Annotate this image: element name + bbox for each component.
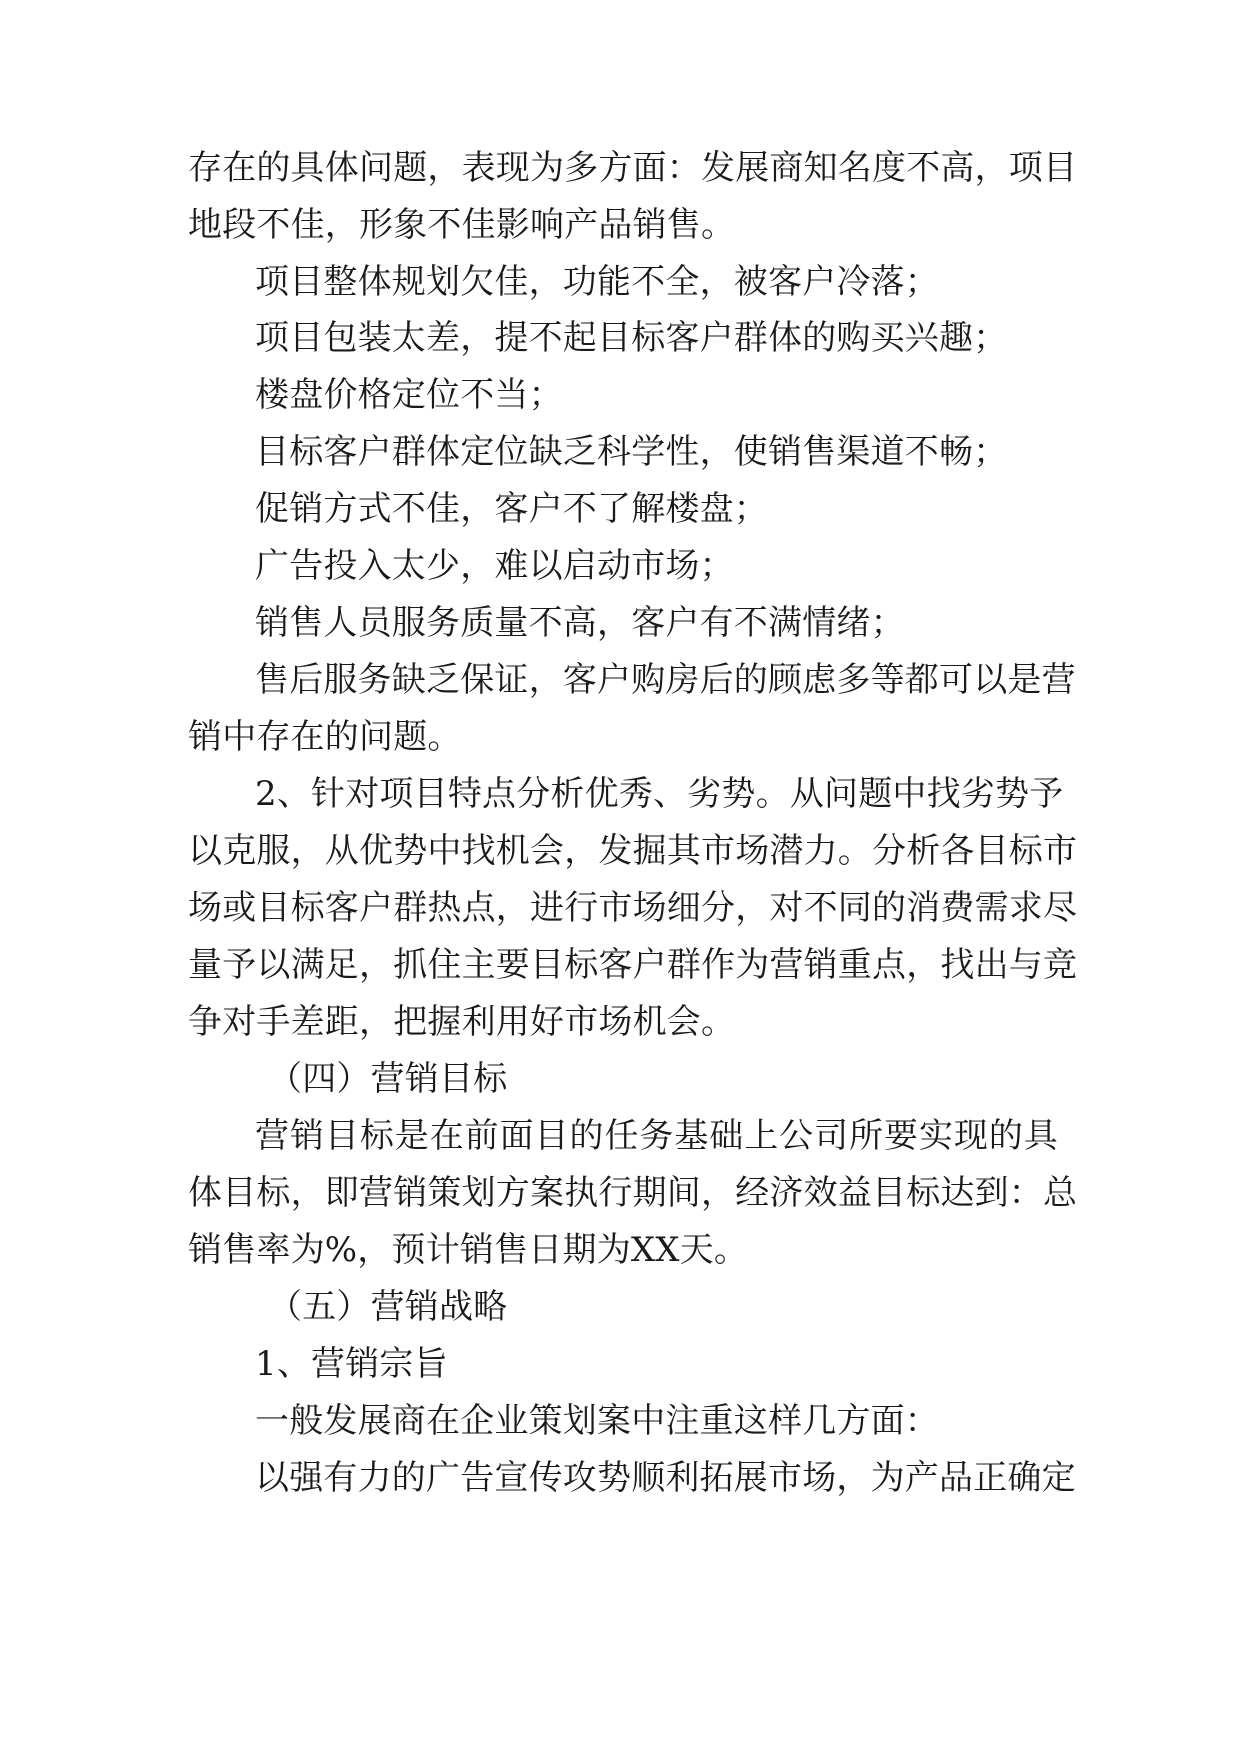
paragraph-line: 体目标，即营销策划方案执行期间，经济效益目标达到：总 xyxy=(188,1173,1078,1213)
list-item-line: 促销方式不佳，客户不了解楼盘； xyxy=(255,489,768,529)
paragraph-line: 销售率为%，预计销售日期为XX天。 xyxy=(188,1230,749,1270)
paragraph-line: 量予以满足，抓住主要目标客户群作为营销重点，找出与竞 xyxy=(188,945,1078,985)
paragraph-line: 2、针对项目特点分析优秀、劣势。从问题中找劣势予 xyxy=(255,774,1064,814)
paragraph-line: 营销目标是在前面目的任务基础上公司所要实现的具 xyxy=(255,1116,1058,1156)
subsection-heading: 1、营销宗旨 xyxy=(255,1344,448,1384)
list-item-line: 项目包装太差，提不起目标客户群体的购买兴趣； xyxy=(255,318,1008,358)
list-item-line: 销售人员服务质量不高，客户有不满情绪； xyxy=(255,603,905,643)
list-item-line: 目标客户群体定位缺乏科学性，使销售渠道不畅； xyxy=(255,432,1008,472)
list-item-line: 楼盘价格定位不当； xyxy=(255,375,563,415)
list-item-line: 售后服务缺乏保证，客户购房后的顾虑多等都可以是营 xyxy=(255,660,1076,700)
paragraph-line: 地段不佳，形象不佳影响产品销售。 xyxy=(188,205,736,245)
list-item-line: 广告投入太少，难以启动市场； xyxy=(255,546,734,586)
paragraph-line: 销中存在的问题。 xyxy=(188,717,462,757)
paragraph-line: 一般发展商在企业策划案中注重这样几方面： xyxy=(255,1401,939,1441)
paragraph-line: 以克服，从优势中找机会，发掘其市场潜力。分析各目标市 xyxy=(188,831,1078,871)
paragraph-line: 场或目标客户群热点，进行市场细分，对不同的消费需求尽 xyxy=(188,888,1078,928)
paragraph-line: 存在的具体问题，表现为多方面：发展商知名度不高，项目 xyxy=(188,148,1078,188)
paragraph-line: 以强有力的广告宣传攻势顺利拓展市场，为产品正确定 xyxy=(255,1458,1076,1498)
list-item-line: 项目整体规划欠佳，功能不全，被客户冷落； xyxy=(255,262,939,302)
section-heading: （五）营销战略 xyxy=(268,1287,508,1327)
section-heading: （四）营销目标 xyxy=(268,1059,508,1099)
paragraph-line: 争对手差距，把握利用好市场机会。 xyxy=(188,1002,736,1042)
